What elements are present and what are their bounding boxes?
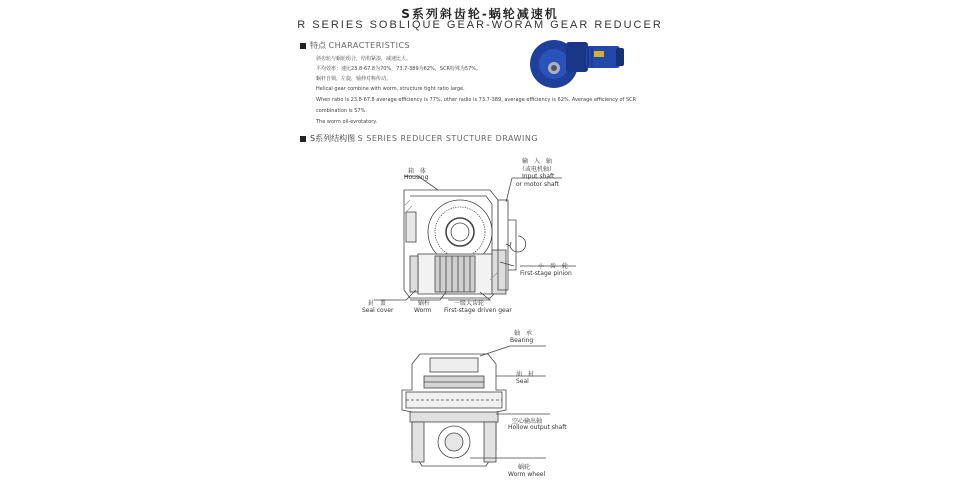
driven-gear-label-en: First-stage driven gear <box>444 307 512 314</box>
gear-motor-photo <box>528 30 628 92</box>
structure-heading-cn: S系列结构图 <box>310 134 356 143</box>
structure-heading <box>300 133 538 144</box>
feature-line: When ratio is 23.8-67.8 average efficiency is 77%, other radio is 73.7-389, average efficiency is 62%. Average efficiency of SCR <box>316 97 637 103</box>
bullet-square-icon <box>300 43 306 49</box>
characteristics-heading-cn: 特点 <box>310 41 326 50</box>
feature-line: Helical gear combine with worm, structure tight ratio large. <box>316 86 465 92</box>
worm-wheel-label-en: Worm wheel <box>508 471 546 478</box>
feature-line: 斜齿轮与蜗轮组合，结构紧凑，减速比大。 <box>316 56 412 62</box>
feature-line: 平均效率：速比23.8-67.8为70%，73.7-389为62%，SCR特殊为57%。 <box>316 66 482 72</box>
worm-label-en: Worm <box>414 307 432 314</box>
seal-label-en: Seal <box>516 378 529 385</box>
input-shaft-label-cn: 输 入 轴 <box>522 158 554 165</box>
seal-label-cn: 油 封 <box>516 371 536 378</box>
feature-line: combination is 57%. <box>316 108 367 114</box>
housing-label-en: Housing <box>404 174 429 181</box>
feature-line: The worm oil-evrotatory. <box>316 119 378 125</box>
seal-cover-label-en: Seal cover <box>362 307 394 314</box>
feature-line: 蜗杆自锁，左旋，轴伸对称传动。 <box>316 76 392 82</box>
housing-label-cn: 箱 体 <box>408 168 428 175</box>
pinion-label-en: First-stage pinion <box>520 270 572 277</box>
structure-heading-en: S SERIES REDUCER STUCTURE DRAWING <box>357 134 539 143</box>
input-shaft-label-cn2: （或电机轴） <box>519 166 556 173</box>
worm-label-cn: 蜗杆 <box>418 300 431 307</box>
bearing-label-en: Bearing <box>510 337 534 344</box>
input-shaft-label-en2: or motor shaft <box>516 181 559 188</box>
input-shaft-label-en: Input shaft <box>522 173 555 180</box>
driven-gear-label-cn: 一级大齿轮 <box>454 300 485 307</box>
bullet-square-icon <box>300 136 306 142</box>
hollow-shaft-label-en: Hollow output shaft <box>508 424 567 431</box>
characteristics-heading <box>300 40 410 51</box>
seal-cover-label-cn: 封 盖 <box>368 300 388 307</box>
pinion-label-cn: 小 齿 轮 <box>538 263 570 270</box>
bearing-label-cn: 轴 承 <box>514 330 534 337</box>
worm-wheel-label-cn: 蜗轮 <box>518 464 531 471</box>
title-cn: S系列斜齿轮-蜗轮减速机 <box>401 7 559 21</box>
hollow-shaft-label-cn: 空心输出轴 <box>512 418 543 425</box>
title-en: R SERIES SOBLIQUE GEAR-WORAM GEAR REDUCER <box>297 19 663 31</box>
characteristics-heading-en: CHARACTERISTICS <box>328 41 411 50</box>
